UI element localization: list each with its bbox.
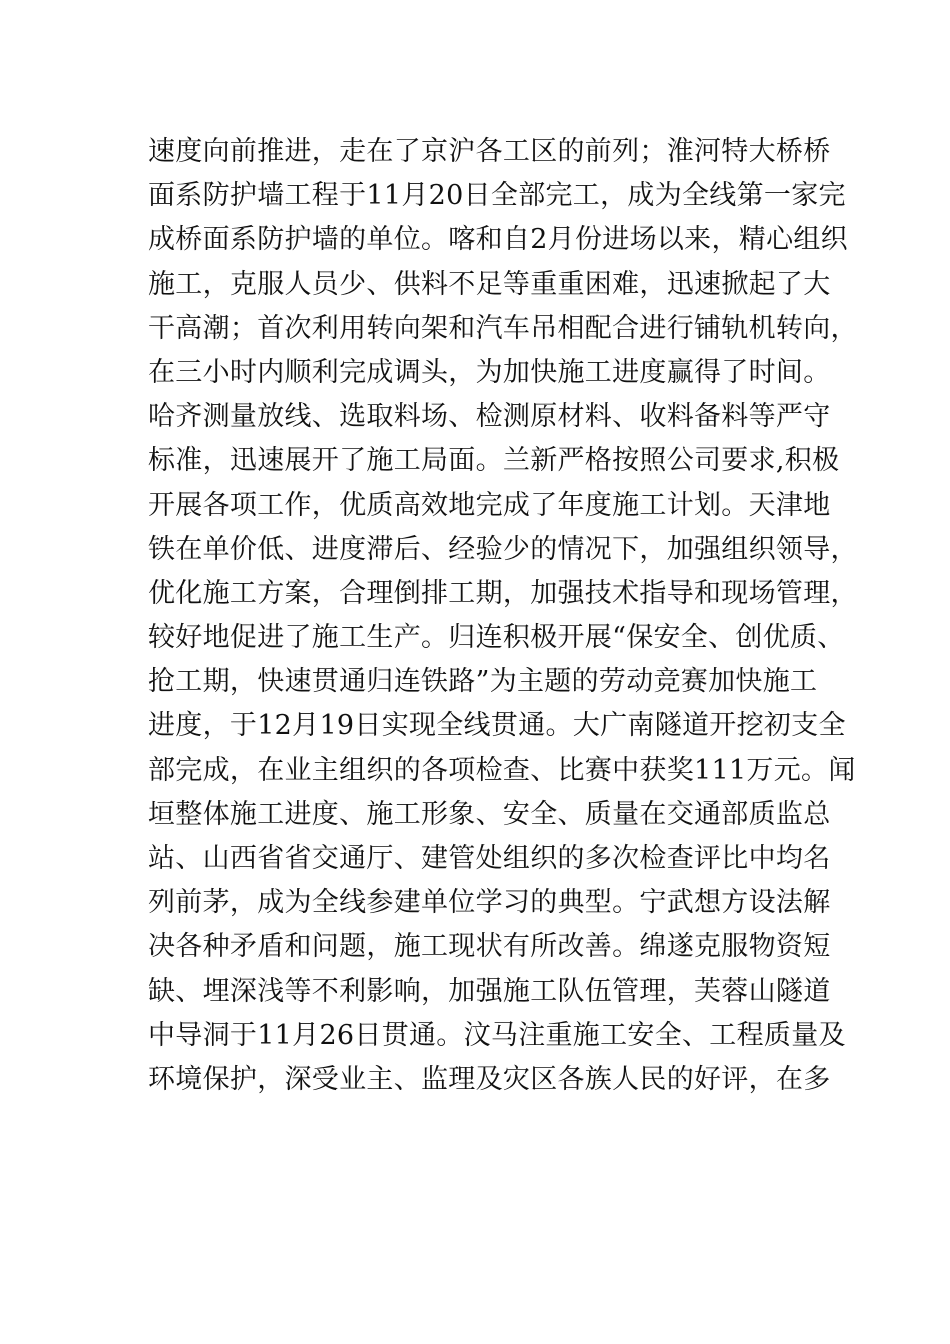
text-line: 较好地促进了施工生产。归连积极开展“保安全、创优质、 <box>148 622 845 654</box>
text-line: 缺、埋深浅等不利影响，加强施工队伍管理，芙蓉山隧道 <box>148 975 831 1007</box>
text-line: 中导洞于11月26日贯通。汶马注重施工安全、工程质量及 <box>148 1019 846 1051</box>
text-line: 哈齐测量放线、选取料场、检测原材料、收料备料等严守 <box>148 401 831 433</box>
body-paragraph <box>148 130 858 1102</box>
text-line: 干高潮；首次利用转向架和汽车吊相配合进行铺轨机转向， <box>148 312 858 344</box>
text-line: 抢工期，快速贯通归连铁路”为主题的劳动竞赛加快施工 <box>148 666 818 698</box>
text-line: 开展各项工作，优质高效地完成了年度施工计划。天津地 <box>148 489 831 521</box>
text-line: 优化施工方案，合理倒排工期，加强技术指导和现场管理， <box>148 577 858 609</box>
text-line: 在三小时内顺利完成调头，为加快施工进度赢得了时间。 <box>148 356 831 388</box>
text-line: 部完成，在业主组织的各项检查、比赛中获奖111万元。闻 <box>148 754 856 786</box>
text-line: 施工，克服人员少、供料不足等重重困难，迅速掀起了大 <box>148 268 831 300</box>
text-line: 环境保护，深受业主、监理及灾区各族人民的好评，在多 <box>148 1063 831 1095</box>
text-line: 成桥面系防护墙的单位。喀和自2月份进场以来，精心组织 <box>148 224 848 256</box>
text-line: 进度，于12月19日实现全线贯通。大广南隧道开挖初支全 <box>148 710 846 742</box>
text-line: 标准，迅速展开了施工局面。兰新严格按照公司要求,积极 <box>148 445 840 477</box>
text-line: 垣整体施工进度、施工形象、安全、质量在交通部质监总 <box>148 798 831 830</box>
text-line: 站、山西省省交通厅、建管处组织的多次检查评比中均名 <box>148 843 831 874</box>
text-line: 速度向前推进，走在了京沪各工区的前列；淮河特大桥桥 <box>148 136 831 167</box>
text-line: 决各种矛盾和问题，施工现状有所改善。绵遂克服物资短 <box>148 931 831 963</box>
text-line: 列前茅，成为全线参建单位学习的典型。宁武想方设法解 <box>148 887 831 919</box>
text-line: 面系防护墙工程于11月20日全部完工，成为全线第一家完 <box>148 180 846 212</box>
text-line: 铁在单价低、进度滞后、经验少的情况下，加强组织领导， <box>148 533 858 565</box>
